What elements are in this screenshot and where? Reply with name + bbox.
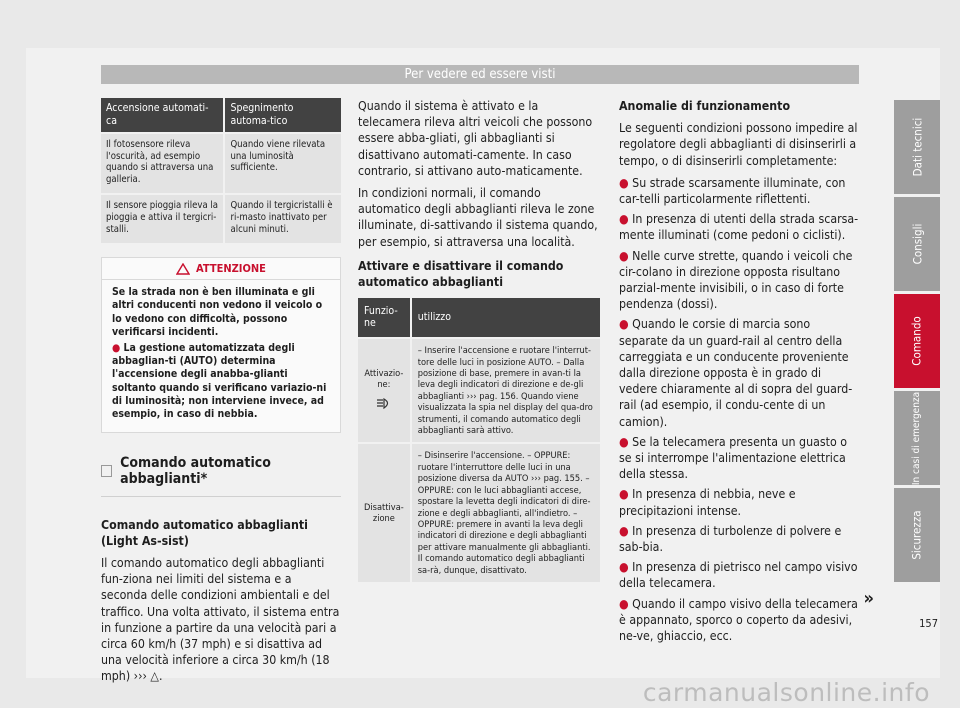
bullet-icon: ● [619,434,633,449]
high-beam-assist-icon [376,397,392,411]
page-number: 157 [919,617,938,630]
table-cell: Quando il tergicristalli è ri-masto inattivato per alcuni minuti. [224,194,341,243]
tab-consigli[interactable] [894,197,940,291]
table-cell: – Inserire l'accensione e ruotare l'interrut-tore delle luci in posizione AUTO. – Dalla posizione di base, premere in avan-ti la leva degli indicatori di direzione e de-gli abbaglianti ››› pag. 156. Quando viene visualizzata la spia nel display del qua-dro strumenti, il comando automatico degli abbaglianti sarà attivo. [411,338,600,443]
table-header-off: Spegnimento automa-tico [224,98,341,133]
bullet-icon: ● [619,175,633,190]
warning-title: ATTENZIONE [196,261,266,275]
tab-emergenza[interactable] [894,391,940,485]
list-item-text: Su strade scarsamente illuminate, con car-telli particolarmente riflettenti. [619,175,846,207]
subhead: Comando automatico abbaglianti (Light As-sist) [101,517,308,548]
page-header: Per vedere ed essere visti [101,65,859,84]
bullet-icon: ● [619,248,633,263]
list-item-text: In presenza di nebbia, neve e precipitazioni intense. [619,487,796,518]
warning-body [102,280,340,432]
function-table [358,298,600,582]
paragraph: Il comando automatico degli abbaglianti fun-ziona nei limiti del sistema e a seconda delle condizioni ambientali e del traffico. Una volta attivato, il sistema entra in funzione a partire da una velocità pari a circa 60 km/h (37 mph) e si disattiva ad una velocità inferiore a circa 30 km/h (18 mph) ››› △. [101,556,340,684]
warning-triangle-icon [176,263,190,275]
tab-label: Comando [910,316,924,366]
warning-box [101,257,341,433]
warning-bullet [112,342,330,421]
middle-column [358,98,600,582]
light-table [101,98,341,243]
bullet-list [619,175,861,644]
bullet-icon: ● [619,487,633,502]
list-item [619,211,861,243]
paragraph: Quando il sistema è attivato e la telecamera rileva altri veicoli che possono essere abba-gliati, gli abbaglianti si disattivano automati-camente. In caso contrario, si attivano auto-maticamente. [358,99,593,178]
list-item [619,434,861,483]
list-item-text: In presenza di pietrisco nel campo visivo della telecamera. [619,560,858,591]
table-header-function: Funzio-ne [358,298,411,338]
chapter-tabs [894,100,940,585]
list-item [619,316,861,429]
list-item-text: Quando le corsie di marcia sono separate da un guard-rail al centro della carreggiata e un conducente proveniente dalla direzione opposta è in grado di vedere chiaramente al di sopra del guard-rail (ad esempio, il condu-cente di un camion). [619,317,853,429]
tab-label: In casi di emergenza [911,391,923,485]
list-item-text: In presenza di turbolenze di polvere e sab-bia. [619,523,842,555]
list-item [619,596,861,645]
subhead: Anomalie di funzionamento [619,99,791,113]
table-cell: Il sensore pioggia rileva la pioggia e attiva il tergicri-stalli. [101,194,224,243]
paragraph: In condizioni normali, il comando automatico degli abbaglianti rileva le zone illuminate, di-sattivando il sistema quando, per esempio, si attraversa una località. [358,186,598,249]
bullet-icon: ● [619,560,633,575]
left-column [101,98,341,691]
tab-label: Dati tecnici [910,117,925,177]
section-heading [101,455,341,496]
table-cell-label: Disattiva-zione [358,443,411,581]
table-row [358,443,600,581]
table-cell: Il fotosensore rileva l'oscurità, ad esempio quando si attraversa una galleria. [101,133,224,194]
table-row [101,194,341,243]
list-item [619,523,861,555]
tab-label: Consigli [909,223,924,265]
warning-header [102,258,340,280]
right-column [619,98,861,648]
list-item-text: In presenza di utenti della strada scarsa-mente illuminati (come pedoni o ciclisti). [619,212,859,243]
list-item [619,175,861,207]
row-label: Attivazio-ne: [364,367,404,391]
list-item-text: Nelle curve strette, quando i veicoli che cir-colano in direzione opposta risultano parzial-mente invisibili, o in caso di forte pendenza (dossi). [619,248,853,312]
table-header-usage: utilizzo [411,298,600,338]
paragraph: Le seguenti condizioni possono impedire al regolatore degli abbaglianti di disinserirli a tempo, o di disinserirli completamente: [619,121,858,168]
table-cell-label [358,338,411,443]
warning-text: Se la strada non è ben illuminata e gli altri conducenti non vedono il veicolo o lo vedono con difficoltà, possono verificarsi incidenti. [112,286,323,338]
section-marker-icon [101,465,112,477]
table-cell: Quando viene rilevata una luminosità sufficiente. [224,133,341,194]
warning-bullet-text: La gestione automatizzata degli abbaglian-ti (AUTO) determina l'accensione degli anabba-glianti soltanto quando si verificano variazio-ni di luminosità; non interviene invece, ad esempio, in caso di nebbia. [112,341,327,420]
bullet-icon: ● [619,523,633,538]
tab-comando[interactable] [894,294,940,388]
list-item-text: Se la telecamera presenta un guasto o se si interrompe l'alimentazione elettrica della stessa. [619,434,848,482]
table-row [101,133,341,194]
table-header-on: Accensione automati-ca [101,98,224,133]
watermark: carmanualsonline.info [642,678,930,707]
bullet-icon: ● [619,212,633,227]
tab-label: Sicurezza [910,510,925,560]
tab-dati-tecnici[interactable] [894,100,940,194]
table-cell: – Disinserire l'accensione. – OPPURE: ruotare l'interruttore delle luci in una posizione diversa da AUTO ››› pag. 155. – OPPURE: con le luci abbaglianti accese, spostare la levetta degli indicatori di dire-zione e degli abbaglianti, all'indietro. – OPPURE: premere in avanti la leva degli indicatori di direzione e degli abbaglianti per attivare manualmente gli abbaglianti. Il comando automatico degli abbaglianti sa-rà, dunque, disattivato. [411,443,600,581]
bullet-icon: ● [619,596,633,611]
section-title: Comando automatico abbaglianti* [120,455,271,488]
table-row [358,338,600,443]
list-item [619,486,861,518]
subhead: Attivare e disattivare il comando automatico abbaglianti [358,258,564,290]
tab-sicurezza[interactable] [894,488,940,582]
bullet-icon: ● [619,317,633,332]
continue-marker: » [863,588,874,609]
list-item [619,559,861,591]
list-item [619,248,861,313]
list-item-text: Quando il campo visivo della telecamera è appannato, sporco o coperto da adesivi, ne-ve, ghiaccio, ecc. [619,596,858,644]
bullet-icon: ● [112,341,124,354]
